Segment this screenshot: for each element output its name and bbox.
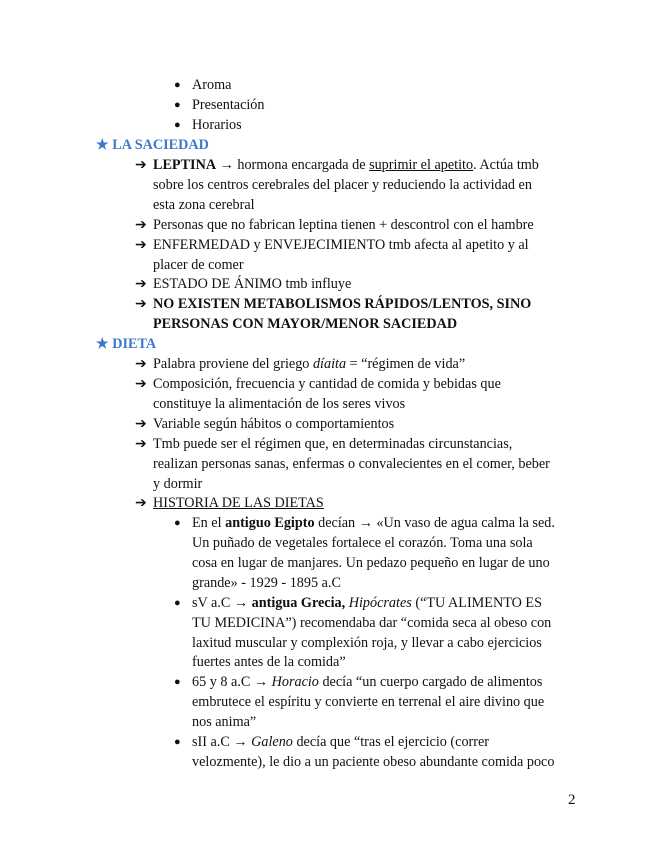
- list-item-continuation: PERSONAS CON MAYOR/MENOR SACIEDAD: [153, 316, 458, 332]
- list-item: Personas que no fabrican leptina tienen + descontrol con el hambre: [153, 217, 534, 233]
- list-item: En el antiguo Egipto decían → «Un vaso de agua calma la sed.: [192, 515, 555, 531]
- list-item: ESTADO DE ÁNIMO tmb influye: [153, 276, 352, 292]
- list-item-historia: HISTORIA DE LAS DIETAS: [153, 495, 324, 511]
- bullet-icon: ●: [174, 99, 181, 111]
- term-leptina: LEPTINA: [153, 157, 217, 173]
- list-item-continuation: constituye la alimentación de los seres vivos: [153, 396, 406, 412]
- arrow-icon: ➔: [135, 217, 147, 233]
- section-heading-dieta: ★ DIETA: [96, 336, 157, 352]
- list-item: Presentación: [192, 97, 265, 113]
- list-item-continuation: placer de comer: [153, 257, 244, 273]
- arrow-icon: ➔: [135, 276, 147, 292]
- arrow-icon: ➔: [135, 416, 147, 432]
- list-item: sV a.C → antigua Grecia, Hipócrates (“TU ALIMENTO ES: [192, 595, 542, 611]
- list-item-continuation: cosa en lugar de manjares. Un pedazo pequeño en lugar de uno: [192, 555, 550, 571]
- list-item: Palabra proviene del griego díaita = “régimen de vida”: [153, 356, 466, 372]
- list-item-continuation: fuertes antes de la comida”: [192, 654, 346, 670]
- underlined-text: suprimir el apetito: [369, 157, 474, 173]
- arrow-icon: ➔: [135, 356, 147, 372]
- list-item: NO EXISTEN METABOLISMOS RÁPIDOS/LENTOS, SINO: [153, 296, 532, 312]
- list-item: Horarios: [192, 117, 242, 133]
- list-item-continuation: Un puñado de vegetales fortalece el corazón. Toma una sola: [192, 535, 533, 551]
- list-item: Tmb puede ser el régimen que, en determinadas circunstancias,: [153, 436, 513, 452]
- bullet-icon: ●: [174, 119, 181, 131]
- bullet-icon: ●: [174, 597, 181, 609]
- list-item-continuation: realizan personas sanas, enfermas o convalecientes en el comer, beber: [153, 456, 550, 472]
- arrow-icon: ➔: [135, 376, 147, 392]
- bullet-icon: ●: [174, 517, 181, 529]
- arrow-icon: ➔: [135, 296, 147, 312]
- list-item: sII a.C → Galeno decía que “tras el ejercicio (correr: [192, 734, 490, 750]
- list-item-continuation: laxitud muscular y complexión roja, y llevar a cabo ejercicios: [192, 635, 542, 651]
- list-item-continuation: nos anima”: [192, 714, 257, 730]
- bullet-icon: ●: [174, 736, 181, 748]
- list-item: 65 y 8 a.C → Horacio decía “un cuerpo cargado de alimentos: [192, 674, 543, 690]
- page-number: 2: [568, 792, 576, 808]
- arrow-icon: ➔: [135, 237, 147, 253]
- bullet-icon: ●: [174, 676, 181, 688]
- list-item: ENFERMEDAD y ENVEJECIMIENTO tmb afecta al apetito y al: [153, 237, 529, 253]
- arrow-icon: ➔: [135, 157, 147, 173]
- list-item: Aroma: [192, 77, 232, 93]
- section-heading-saciedad: ★ LA SACIEDAD: [96, 137, 209, 153]
- arrow-icon: ➔: [135, 495, 147, 511]
- list-item: Composición, frecuencia y cantidad de comida y bebidas que: [153, 376, 501, 392]
- arrow-icon: ➔: [135, 436, 147, 452]
- list-item: Variable según hábitos o comportamientos: [153, 416, 395, 432]
- list-item-continuation: embrutece el espíritu y convierte en terrenal el aire divino que: [192, 694, 545, 710]
- list-item-continuation: sobre los centros cerebrales del placer y reduciendo la actividad en: [153, 177, 532, 193]
- list-item: LEPTINA → hormona encargada de suprimir el apetito. Actúa tmb: [153, 157, 539, 173]
- list-item-continuation: TU MEDICINA”) recomendaba dar “comida seca al obeso con: [192, 615, 552, 631]
- list-item-continuation: velozmente), le dio a un paciente obeso abundante comida poco: [192, 754, 555, 770]
- bullet-icon: ●: [174, 79, 181, 91]
- list-item-continuation: y dormir: [153, 476, 203, 492]
- list-item-continuation: grande» - 1929 - 1895 a.C: [192, 575, 341, 591]
- list-item-continuation: esta zona cerebral: [153, 197, 255, 213]
